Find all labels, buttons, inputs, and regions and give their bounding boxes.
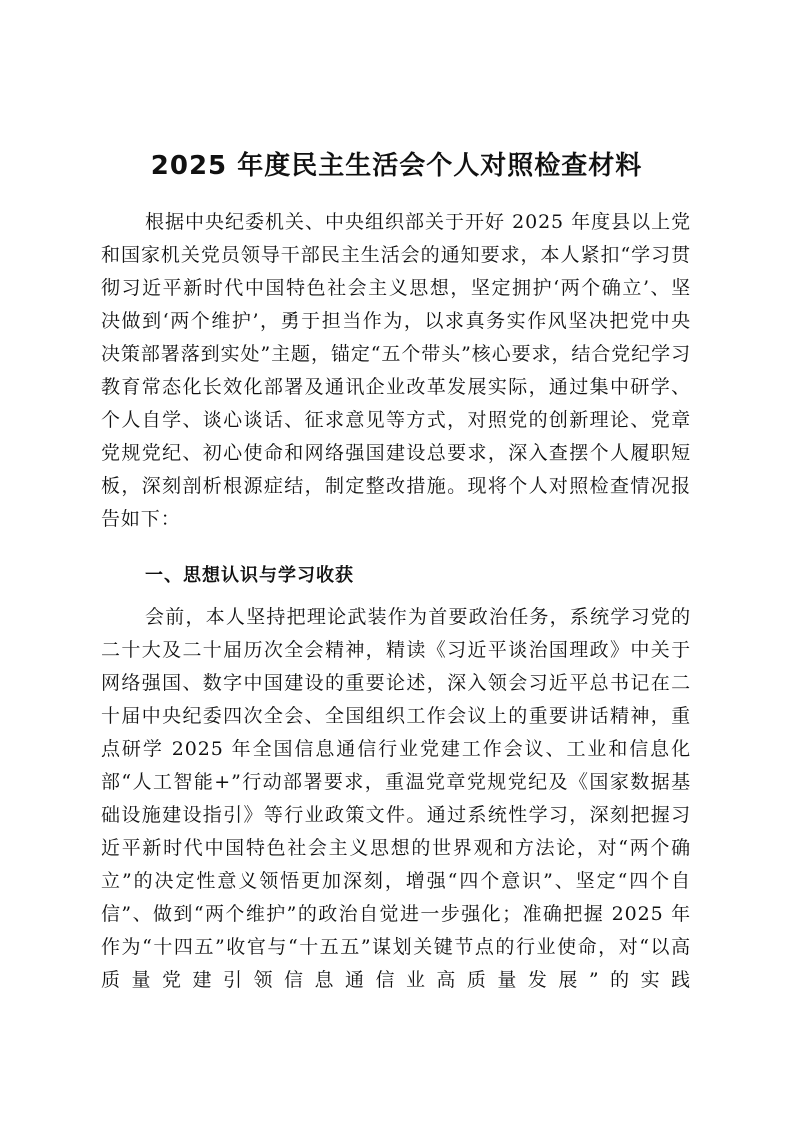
intro-paragraph: 根据中央纪委机关、中央组织部关于开好 2025 年度县以上党和国家机关党员领导干部民主生活会的通知要求，本人紧扣“学习贯彻习近平新时代中国特色社会主义思想，坚定拥护‘两个确立’、坚决做到‘两个维护’，勇于担当作为，以求真务实作风坚决把党中央决策部署落到实处”主题，锚定“五个带头”核心要求，结合党纪学习教育常态化长效化部署及通讯企业改革发展实际，通过集中研学、个人自学、谈心谈话、征求意见等方式，对照党的创新理论、党章党规党纪、初心使命和网络强国建设总要求，深入查摆个人履职短板，深刻剖析根源症结，制定整改措施。现将个人对照检查情况报告如下： [101,211,691,530]
section-heading: 一、思想认识与学习收获 [145,565,354,586]
document-title: 2025 年度民主生活会个人对照检查材料 [150,151,643,182]
section-paragraph: 会前，本人坚持把理论武装作为首要政治任务，系统学习党的二十大及二十届历次全会精神，精读《习近平谈治国理政》中关于网络强国、数字中国建设的重要论述，深入领会习近平总书记在二十届中央纪委四次全会、全国组织工作会议上的重要讲话精神，重点研学 2025 年全国信息通信行业党建工作会议、工业和信息化部“人工智能+”行动部署要求，重温党章党规党纪及《国家数据基础设施建设指引》等行业政策文件。通过系统性学习，深刻把握习近平新时代中国特色社会主义思想的世界观和方法论，对“两个确立”的决定性意义领悟更加深刻，增强“四个意识”、坚定“四个自信”、做到“两个维护”的政治自觉进一步强化；准确把握 2025 年作为“十四五”收官与“十五五”谋划关键节点的行业使命，对“以高质量党建引领信息通信业高质量发展”的实践 [101,606,691,991]
